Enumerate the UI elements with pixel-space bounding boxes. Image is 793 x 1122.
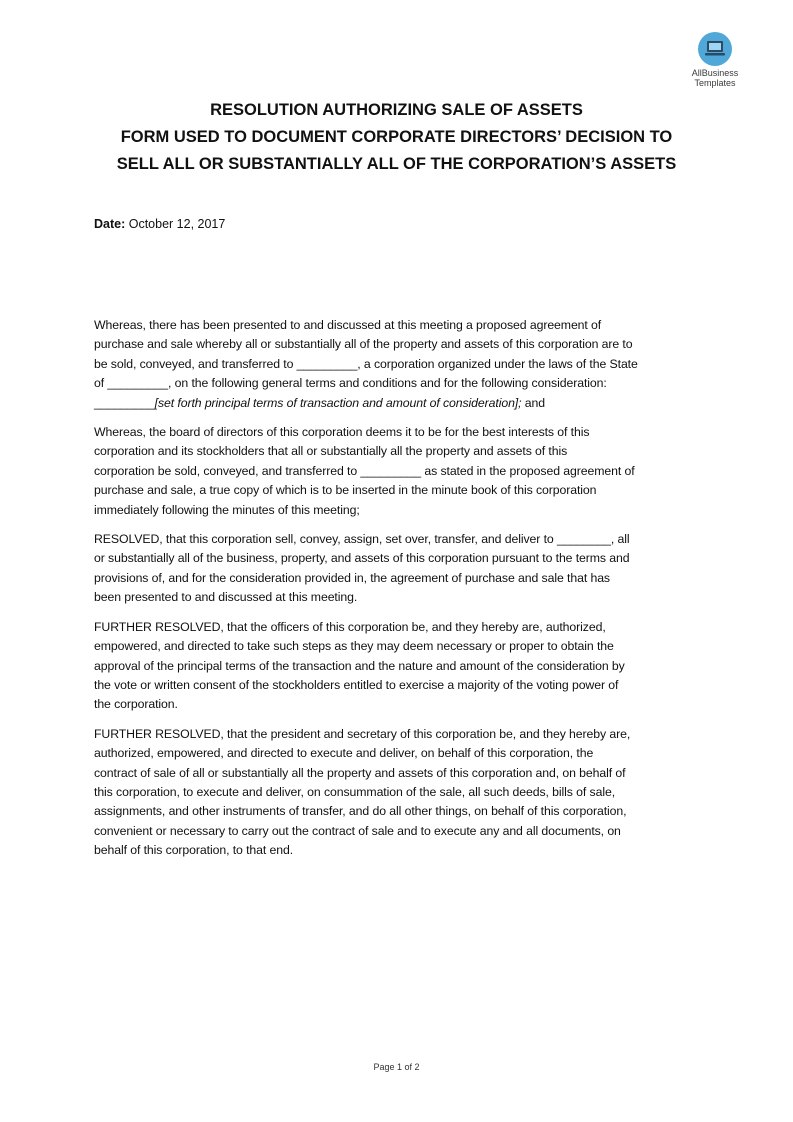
text-line: the corporation. [94, 697, 178, 712]
text-line [94, 394, 699, 413]
logo-line-1: AllBusiness [691, 68, 739, 78]
text-line: immediately following the minutes of this meeting; [94, 502, 360, 517]
date-value: October 12, 2017 [125, 217, 226, 231]
text-fragment: and [521, 395, 545, 410]
text-line: this corporation, to execute and deliver, on consummation of the sale, all such deeds, bills of sale, [94, 784, 616, 799]
paragraph-further-resolved-1 [94, 618, 699, 715]
heading-line-2: FORM USED TO DOCUMENT CORPORATE DIRECTORS’ DECISION TO [120, 128, 673, 146]
date-line [94, 216, 225, 232]
text-line: assignments, and other instruments of transfer, and do all other things, on behalf of this corporation, [94, 804, 627, 819]
date-label: Date: [94, 217, 126, 231]
allbusiness-templates-logo [684, 32, 746, 88]
text-line: convenient or necessary to carry out the contract of sale and to execute any and all documents, on [94, 823, 621, 838]
logo-text [684, 68, 746, 88]
text-line: purchase and sale, a true copy of which is to be inserted in the minute book of this corporation [94, 483, 597, 498]
text-line: contract of sale of all or substantially all the property and assets of this corporation and, on behalf of [94, 765, 626, 780]
paragraph-resolved [94, 530, 699, 608]
text-line: be sold, conveyed, and transferred to _________, a corporation organized under the laws of the State [94, 356, 638, 371]
paragraph-further-resolved-2 [94, 725, 699, 861]
text-line: FURTHER RESOLVED, that the officers of this corporation be, and they hereby are, authorized, [94, 619, 606, 634]
logo-line-2: Templates [694, 78, 736, 88]
resolution-body [94, 316, 699, 871]
text-line: empowered, and directed to take such steps as they may deem necessary or proper to obtain the [94, 639, 614, 654]
text-line: of _________, on the following general terms and conditions and for the following consideration: [94, 376, 607, 391]
text-line: corporation and its stockholders that all or substantially all the property and assets of this [94, 444, 568, 459]
text-line: behalf of this corporation, to that end. [94, 843, 294, 858]
paragraph-whereas-2 [94, 423, 699, 520]
text-line: RESOLVED, that this corporation sell, convey, assign, set over, transfer, and deliver to ________, all [94, 532, 630, 547]
text-line: been presented to and discussed at this meeting. [94, 590, 358, 605]
bracket-instruction: [set forth principal terms of transaction and amount of consideration]; [154, 395, 522, 410]
text-line: approval of the principal terms of the transaction and the nature and amount of the consideration by [94, 658, 625, 673]
heading-line-1: RESOLUTION AUTHORIZING SALE OF ASSETS [210, 101, 583, 119]
text-line: or substantially all of the business, property, and assets of this corporation pursuant to the terms and [94, 551, 630, 566]
text-line: FURTHER RESOLVED, that the president and secretary of this corporation be, and they hereby are, [94, 726, 631, 741]
document-heading [60, 97, 733, 178]
text-line: provisions of, and for the consideration provided in, the agreement of purchase and sale that has [94, 570, 610, 585]
blank-field: _________ [94, 395, 155, 410]
text-line: authorized, empowered, and directed to execute and deliver, on behalf of this corporation, the [94, 746, 594, 761]
text-line: Whereas, there has been presented to and discussed at this meeting a proposed agreement of [94, 318, 602, 332]
laptop-icon [698, 32, 732, 66]
text-line: purchase and sale whereby all or substantially all of the property and assets of this corporation are to [94, 337, 633, 352]
heading-line-3: SELL ALL OR SUBSTANTIALLY ALL OF THE CORPORATION’S ASSETS [116, 155, 677, 173]
text-line: corporation be sold, conveyed, and transferred to _________ as stated in the proposed agreement of [94, 463, 635, 478]
text-line: the vote or written consent of the stockholders entitled to exercise a majority of the voting power of [94, 677, 619, 692]
text-line: Whereas, the board of directors of this corporation deems it to be for the best interests of this [94, 425, 590, 440]
paragraph-whereas-1 [94, 316, 699, 413]
page-number: Page 1 of 2 [373, 1062, 420, 1072]
